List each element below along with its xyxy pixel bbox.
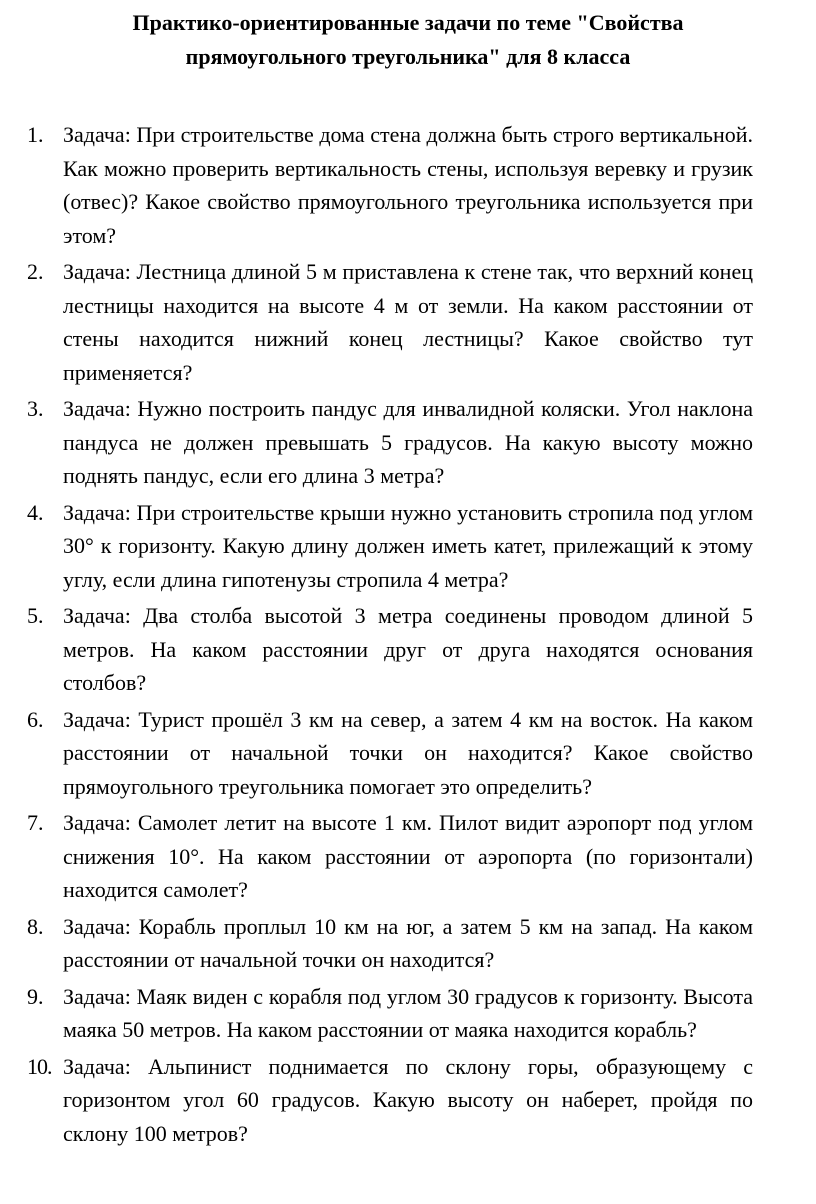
task-number: 6. <box>27 706 44 732</box>
task-number: 7. <box>27 810 44 835</box>
task-text: Задача: При строительстве крыши нужно установить стропила под углом 30° к горизонту. Какую длину должен иметь катет, прилежащий к этому углу, если длина гипотенузы стропила 4 метра? <box>63 499 753 592</box>
document-title <box>40 6 776 74</box>
task-text: Задача: Лестница длиной 5 м приставлена к стене так, что верхний конец лестницы находится на высоте 4 м от земли. На каком расстоянии от стены находится нижний конец лестницы? Какое свойство тут применяется? <box>63 259 753 385</box>
task-number: 3. <box>27 396 44 421</box>
task-item <box>0 806 753 907</box>
task-item <box>0 703 753 804</box>
task-item <box>0 496 753 597</box>
task-number: 10. <box>27 1053 52 1079</box>
task-number: 2. <box>27 259 44 284</box>
task-text: Задача: Два столба высотой 3 метра соединены проводом длиной 5 метров. На каком расстоянии друг от друга находятся основания столбов? <box>63 603 753 695</box>
task-text: Задача: Альпинист поднимается по склону горы, образующему с горизонтом угол 60 градусов. Какую высоту он наберет, пройдя по склону 100 метров? <box>63 1053 753 1146</box>
task-number: 5. <box>27 603 44 628</box>
title-line-2: прямоугольного треугольника" для 8 класса <box>185 44 631 69</box>
task-number: 9. <box>27 983 44 1009</box>
task-text: Задача: Самолет летит на высоте 1 км. Пилот видит аэропорт под углом снижения 10°. На каком расстоянии от аэропорта (по горизонтали) находится самолет? <box>63 810 753 902</box>
task-text: Задача: Нужно построить пандус для инвалидной коляски. Угол наклона пандуса не должен превышать 5 градусов. На какую высоту можно поднять пандус, если его длина 3 метра? <box>63 396 753 488</box>
task-item <box>0 1050 753 1151</box>
task-number: 8. <box>27 913 44 939</box>
task-number: 1. <box>27 122 44 147</box>
task-item <box>0 392 753 493</box>
task-item <box>0 910 753 977</box>
task-text: Задача: Корабль проплыл 10 км на юг, а затем 5 км на запад. На каком расстоянии от начальной точки он находится? <box>63 913 753 972</box>
task-text: Задача: При строительстве дома стена должна быть строго вертикальной. Как можно проверить вертикальность стены, используя веревку и грузик (отвес)? Какое свойство прямоугольного треугольника используется при этом? <box>63 122 753 248</box>
task-number: 4. <box>27 499 44 525</box>
task-list <box>0 118 816 1153</box>
task-text: Задача: Маяк виден с корабля под углом 30 градусов к горизонту. Высота маяка 50 метров. На каком расстоянии от маяка находится корабль? <box>63 983 753 1042</box>
task-item <box>0 599 753 700</box>
task-item <box>0 980 753 1047</box>
task-item <box>0 255 753 389</box>
task-item <box>0 118 753 252</box>
task-text: Задача: Турист прошёл 3 км на север, а затем 4 км на восток. На каком расстоянии от начальной точки он находится? Какое свойство прямоугольного треугольника помогает это определить? <box>63 706 753 799</box>
title-line-1: Практико-ориентированные задачи по теме "Свойства <box>132 10 684 35</box>
